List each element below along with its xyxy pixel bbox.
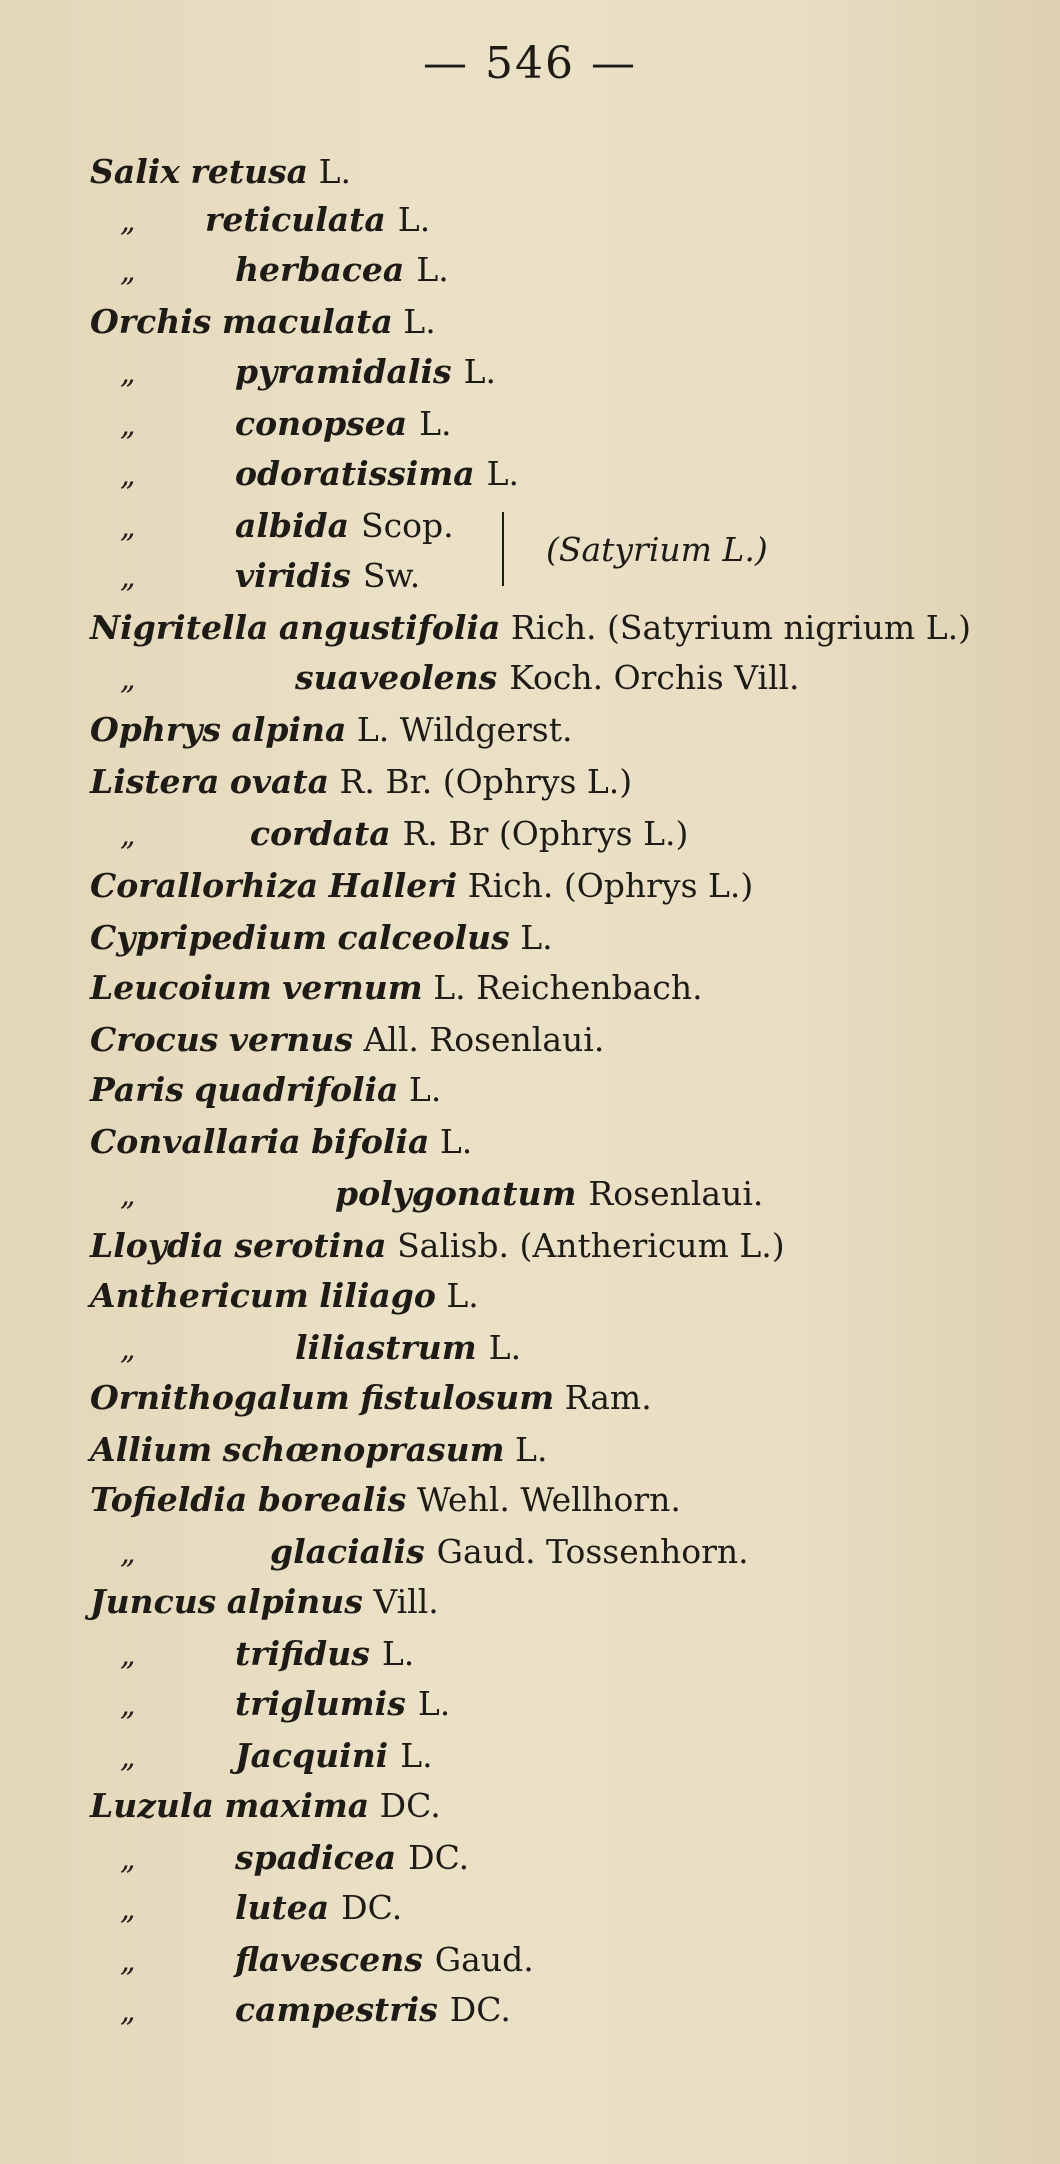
authority: Rich. (Satyrium nigrium L.) bbox=[510, 608, 971, 647]
authority: L. bbox=[416, 250, 449, 289]
species-name: ovata bbox=[229, 762, 330, 801]
ditto-mark: „ bbox=[120, 1842, 136, 1877]
authority: L. Reichenbach. bbox=[433, 968, 703, 1007]
species-name: trifidus bbox=[235, 1634, 370, 1673]
species-entry bbox=[90, 608, 971, 648]
species-name: Jacquini bbox=[235, 1736, 389, 1775]
authority: DC. bbox=[379, 1786, 441, 1825]
species-entry bbox=[120, 814, 689, 856]
genus-name: Nigritella bbox=[90, 608, 269, 647]
species-entry bbox=[120, 352, 496, 394]
ditto-mark: „ bbox=[120, 204, 136, 239]
genus-name: Tofieldia bbox=[90, 1480, 248, 1519]
species-entry bbox=[90, 1020, 604, 1060]
species-entry bbox=[90, 1582, 439, 1622]
species-name: viridis bbox=[235, 556, 351, 595]
genus-name: Paris bbox=[90, 1070, 184, 1109]
authority: L. bbox=[439, 1122, 473, 1161]
authority: Sw. bbox=[362, 556, 421, 595]
authority: R. Br. (Ophrys L.) bbox=[339, 762, 633, 801]
species-entry bbox=[120, 200, 431, 242]
authority: Scop. bbox=[361, 506, 454, 545]
species-name: liliago bbox=[319, 1276, 436, 1315]
ditto-mark: „ bbox=[120, 510, 136, 545]
authority: DC. bbox=[449, 1990, 511, 2029]
ditto-mark: „ bbox=[120, 1638, 136, 1673]
ditto-mark: „ bbox=[120, 818, 136, 853]
species-name: triglumis bbox=[235, 1684, 406, 1723]
species-entry bbox=[90, 1226, 785, 1266]
species-name: spadicea bbox=[235, 1838, 397, 1877]
species-entry bbox=[120, 1736, 433, 1778]
ditto-mark: „ bbox=[120, 1688, 136, 1723]
authority: DC. bbox=[341, 1888, 403, 1927]
species-entry bbox=[120, 1940, 534, 1982]
ditto-mark: „ bbox=[120, 408, 136, 443]
species-entry bbox=[90, 710, 572, 750]
species-entry bbox=[120, 250, 449, 292]
species-entry bbox=[90, 1122, 472, 1162]
genus-name: Leucoium bbox=[90, 968, 272, 1007]
species-entry bbox=[90, 1378, 652, 1418]
species-name: alpinus bbox=[226, 1582, 363, 1621]
species-entry bbox=[120, 1684, 451, 1726]
authority: L. bbox=[400, 1736, 433, 1775]
authority: L. bbox=[381, 1634, 415, 1673]
species-entry bbox=[90, 152, 351, 192]
species-name: alpina bbox=[231, 710, 347, 749]
species-name: borealis bbox=[257, 1480, 407, 1519]
species-name: maxima bbox=[224, 1786, 370, 1825]
species-entry bbox=[90, 302, 436, 342]
species-name: glacialis bbox=[270, 1532, 425, 1571]
genus-name: Orchis bbox=[90, 302, 212, 341]
species-entry bbox=[120, 1888, 403, 1930]
brace-note: (Satyrium L.) bbox=[546, 530, 768, 569]
authority: L. bbox=[397, 200, 431, 239]
species-name: lutea bbox=[235, 1888, 330, 1927]
authority: L. bbox=[318, 152, 351, 191]
species-name: calceolus bbox=[337, 918, 510, 957]
species-name: flavescens bbox=[235, 1940, 423, 1979]
ditto-mark: „ bbox=[120, 1994, 136, 2029]
authority: Gaud. Tossenhorn. bbox=[436, 1532, 749, 1571]
genus-name: Salix bbox=[90, 152, 180, 191]
ditto-mark: „ bbox=[120, 662, 136, 697]
authority: Salisb. (Anthericum L.) bbox=[397, 1226, 785, 1265]
genus-name: Listera bbox=[90, 762, 220, 801]
species-entry bbox=[90, 1430, 547, 1470]
ditto-mark: „ bbox=[120, 1944, 136, 1979]
species-entry bbox=[90, 1276, 479, 1316]
species-entry bbox=[120, 1838, 470, 1880]
species-entry bbox=[120, 658, 800, 700]
species-name: odoratissima bbox=[235, 454, 475, 493]
species-name: conopsea bbox=[235, 404, 408, 443]
ditto-mark: „ bbox=[120, 1892, 136, 1927]
authority: L. bbox=[417, 1684, 451, 1723]
species-name: cordata bbox=[250, 814, 391, 853]
authority: Rosenlaui. bbox=[588, 1174, 764, 1213]
species-entry bbox=[90, 1480, 681, 1520]
ditto-mark: „ bbox=[120, 1536, 136, 1571]
species-entry bbox=[90, 1786, 441, 1826]
ditto-mark: „ bbox=[120, 1740, 136, 1775]
genus-name: Allium bbox=[90, 1430, 213, 1469]
authority: All. Rosenlaui. bbox=[363, 1020, 605, 1059]
species-entry bbox=[120, 1634, 415, 1676]
ditto-mark: „ bbox=[120, 458, 136, 493]
genus-name: Convallaria bbox=[90, 1122, 301, 1161]
species-name: bifolia bbox=[311, 1122, 430, 1161]
species-entry bbox=[120, 1174, 764, 1216]
genus-name: Ornithogalum bbox=[90, 1378, 350, 1417]
species-entry bbox=[90, 918, 553, 958]
authority: R. Br (Ophrys L.) bbox=[402, 814, 689, 853]
species-name: maculata bbox=[221, 302, 393, 341]
page-number: — 546 — bbox=[423, 38, 637, 89]
brace bbox=[502, 512, 514, 586]
species-name: Halleri bbox=[328, 866, 458, 905]
genus-name: Juncus bbox=[90, 1582, 217, 1621]
species-name: angustifolia bbox=[278, 608, 501, 647]
authority: L. bbox=[463, 352, 496, 391]
authority: DC. bbox=[408, 1838, 470, 1877]
genus-name: Cypripedium bbox=[90, 918, 328, 957]
species-name: quadrifolia bbox=[194, 1070, 399, 1109]
authority: L. bbox=[486, 454, 520, 493]
genus-name: Corallorhiza bbox=[90, 866, 319, 905]
species-entry bbox=[120, 454, 520, 496]
authority: Koch. Orchis Vill. bbox=[509, 658, 800, 697]
authority: Ram. bbox=[564, 1378, 652, 1417]
genus-name: Ophrys bbox=[90, 710, 221, 749]
species-name: herbacea bbox=[235, 250, 405, 289]
species-name: vernum bbox=[282, 968, 423, 1007]
species-entry bbox=[120, 506, 454, 548]
species-name: vernus bbox=[228, 1020, 353, 1059]
species-entry bbox=[120, 404, 452, 446]
ditto-mark: „ bbox=[120, 254, 136, 289]
species-entry bbox=[90, 1070, 441, 1110]
species-name: albida bbox=[235, 506, 349, 545]
species-name: suaveolens bbox=[295, 658, 498, 697]
authority: Vill. bbox=[373, 1582, 439, 1621]
authority: L. bbox=[488, 1328, 522, 1367]
authority: Wehl. Wellhorn. bbox=[416, 1480, 681, 1519]
authority: L. bbox=[446, 1276, 479, 1315]
species-name: polygonatum bbox=[335, 1174, 577, 1213]
species-entry bbox=[120, 1532, 749, 1574]
genus-name: Lloydia bbox=[90, 1226, 224, 1265]
ditto-mark: „ bbox=[120, 1332, 136, 1367]
species-name: retusa bbox=[190, 152, 309, 191]
authority: L. bbox=[520, 918, 553, 957]
authority: Rich. (Ophrys L.) bbox=[467, 866, 754, 905]
authority: L. bbox=[515, 1430, 548, 1469]
species-name: fistulosum bbox=[360, 1378, 555, 1417]
species-name: reticulata bbox=[205, 200, 386, 239]
authority: L. bbox=[419, 404, 452, 443]
species-entry bbox=[90, 762, 632, 802]
authority: L. bbox=[403, 302, 436, 341]
species-name: pyramidalis bbox=[235, 352, 452, 391]
ditto-mark: „ bbox=[120, 356, 136, 391]
species-entry bbox=[120, 1990, 511, 2032]
authority: L. bbox=[408, 1070, 442, 1109]
species-entry bbox=[120, 1328, 522, 1370]
species-name: liliastrum bbox=[295, 1328, 477, 1367]
species-name: campestris bbox=[235, 1990, 438, 2029]
species-entry bbox=[90, 968, 703, 1008]
genus-name: Crocus bbox=[90, 1020, 219, 1059]
genus-name: Luzula bbox=[90, 1786, 214, 1825]
species-name: schœnoprasum bbox=[222, 1430, 505, 1469]
authority: Gaud. bbox=[434, 1940, 534, 1979]
species-entry bbox=[90, 866, 753, 906]
ditto-mark: „ bbox=[120, 560, 136, 595]
species-name: serotina bbox=[234, 1226, 387, 1265]
genus-name: Anthericum bbox=[90, 1276, 309, 1315]
authority: L. Wildgerst. bbox=[356, 710, 573, 749]
species-entry bbox=[120, 556, 421, 598]
ditto-mark: „ bbox=[120, 1178, 136, 1213]
